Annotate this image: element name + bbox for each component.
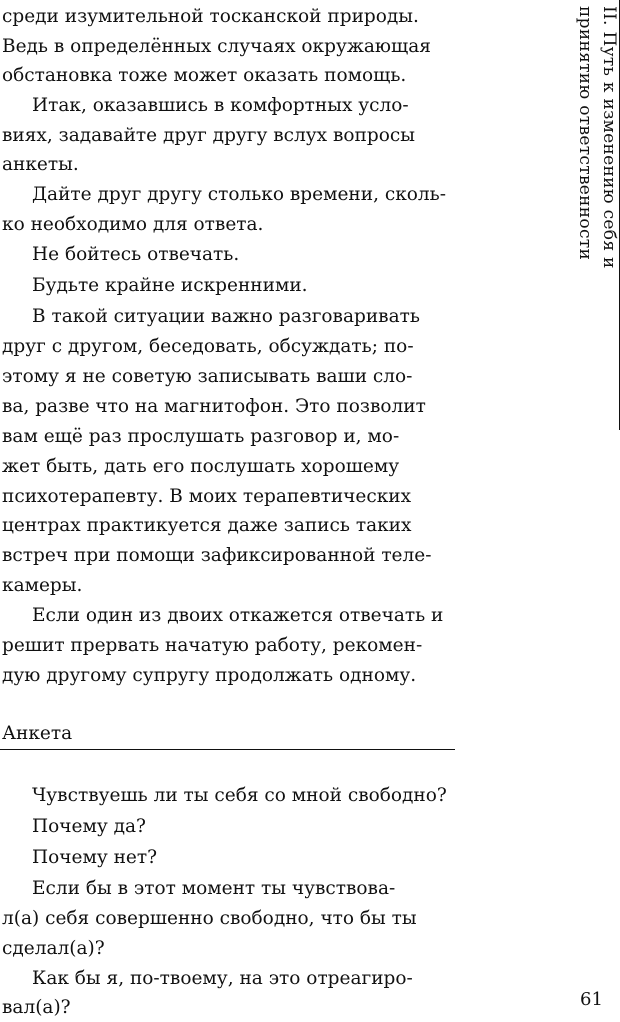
text-line: камеры. [2, 575, 83, 596]
running-head-line: II. Путь к изменению себя и [599, 6, 619, 269]
text-line: центрах практикуется даже запись таких [2, 515, 412, 536]
text-line: Будьте крайне искренними. [32, 275, 308, 296]
text-line: этому я не советую записывать ваши сло- [2, 366, 413, 387]
text-line: вам ещё раз прослушать разговор и, мо- [2, 426, 400, 447]
text-line: Не бойтесь отвечать. [32, 244, 240, 265]
question-line: Как бы я, по-твоему, на это отреагиро- [32, 968, 413, 989]
text-line: встреч при помощи зафиксированной теле- [2, 545, 432, 566]
text-line: Итак, оказавшись в комфортных усло- [32, 95, 409, 116]
text-line: решит прервать начатую работу, рекомен- [2, 635, 423, 656]
text-line: ко необходимо для ответа. [2, 214, 264, 235]
question-line: сделал(а)? [2, 938, 105, 959]
question-line: л(а) себя совершенно свободно, что бы ты [2, 908, 417, 929]
text-line: дую другому супругу продолжать одному. [2, 665, 417, 686]
text-line: анкеты. [2, 154, 79, 175]
question-line: Почему нет? [32, 847, 158, 868]
question-line: Чувствуешь ли ты себя со мной свободно? [32, 785, 447, 806]
running-head [565, 6, 620, 426]
text-line: друг с другом, беседовать, обсуждать; по- [2, 336, 414, 357]
text-line: ва, разве что на магнитофон. Это позволит [2, 396, 426, 417]
running-head-line: принятию ответственности [575, 6, 595, 261]
question-line: Почему да? [32, 816, 146, 837]
question-line: вал(а)? [2, 997, 71, 1018]
text-line: Дайте друг другу столько времени, сколь- [32, 184, 446, 205]
text-line: Ведь в определённых случаях окружающая [2, 36, 431, 57]
heading-underline [0, 749, 455, 750]
text-line: виях, задавайте друг другу вслух вопросы [2, 125, 415, 146]
text-line: среди изумительной тосканской природы. [2, 6, 419, 27]
page-number: 61 [580, 989, 603, 1010]
text-line: В такой ситуации важно разговаривать [32, 306, 420, 327]
text-line: обстановка тоже может оказать помощь. [2, 65, 407, 86]
text-line: психотерапевту. В моих терапевтических [2, 486, 412, 507]
section-heading: Анкета [2, 723, 73, 744]
question-line: Если бы в этот момент ты чувствова- [32, 878, 396, 899]
text-line: жет быть, дать его послушать хорошему [2, 456, 400, 477]
text-line: Если один из двоих откажется отвечать и [32, 605, 444, 626]
